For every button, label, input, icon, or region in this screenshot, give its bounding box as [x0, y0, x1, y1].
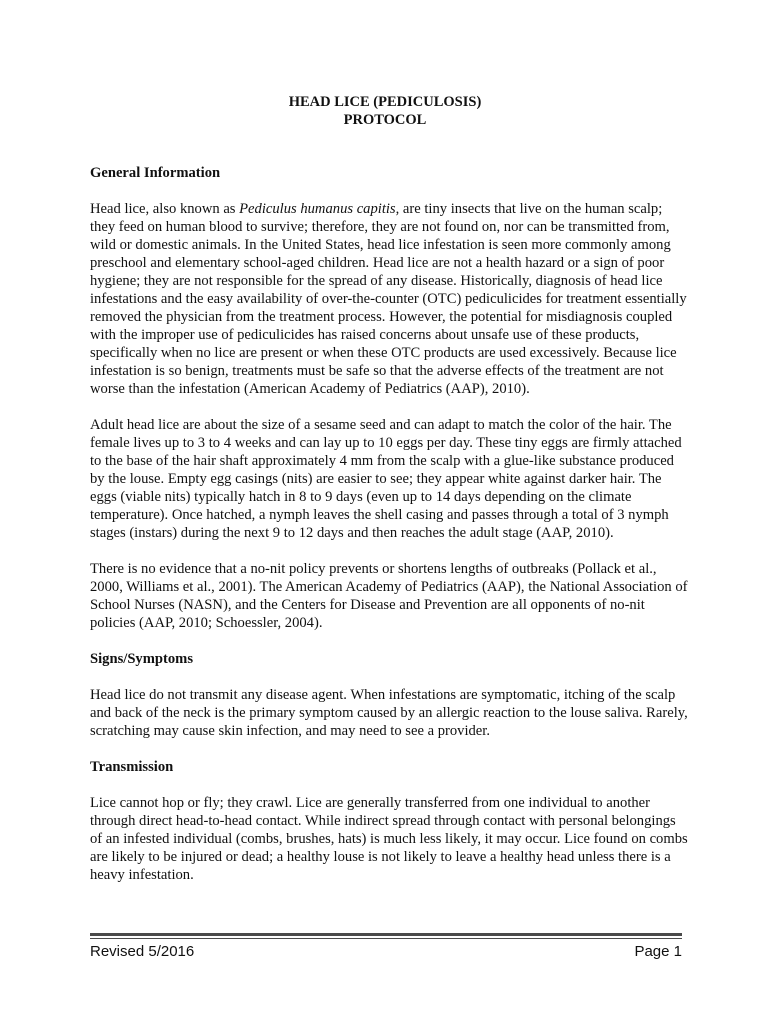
title-line-2: PROTOCOL [343, 112, 427, 128]
title-line-1: HEAD LICE (PEDICULOSIS) [288, 94, 482, 110]
section-heading-signs-symptoms: Signs/Symptoms [90, 651, 193, 667]
section-heading-transmission: Transmission [90, 759, 174, 775]
document-body [90, 164, 690, 884]
paragraph-adult-head-lice: Adult head lice are about the size of a sesame seed and can adapt to match the color of the hair. The female lives up to 3 to 4 weeks and can lay up to 10 eggs per day. These tiny eggs are firmly attached to the base of the hair shaft approximately 4 mm from the scalp with a glue-like substance produced by the louse. Empty egg casings (nits) are easier to see; they appear white against darker hair. The eggs (viable nits) typically hatch in 8 to 9 days (even up to 14 days depending on the climate temperature). Once hatched, a nymph leaves the shell casing and passes through a total of 3 nymph stages (instars) during the next 9 to 12 days and then reaches the adult stage (AAP, 2010). [90, 417, 682, 541]
page-number: Page 1 [634, 943, 682, 960]
paragraph-head-lice-intro [90, 200, 690, 398]
paragraph-text: Head lice, also known as [90, 201, 240, 217]
revision-date: Revised 5/2016 [90, 943, 195, 960]
paragraph-transmission: Lice cannot hop or fly; they crawl. Lice are generally transferred from one individual to another through direct head-to-head contact. While indirect spread through contact with personal belongings of an infested individual (combs, brushes, hats) is much less likely, it may occur. Lice found on combs are likely to be injured or dead; a healthy louse is not likely to leave a healthy head unless there is a heavy infestation. [90, 795, 688, 883]
paragraph-text: , are tiny insects that live on the human scalp; they feed on human blood to survive; therefore, they are not found on, nor can be transmitted from, wild or domestic animals. In the United States, head lice infestation is seen more commonly among preschool and elementary school-aged children. Head lice are not a health hazard or a sign of poor hygiene; they are not responsible for the spread of any disease. Historically, diagnosis of head lice infestations and the easy availability of over-the-counter (OTC) pediculicides for treatment essentially removed the physician from the treatment process. However, the potential for misdiagnosis coupled with the improper use of pediculicides has raised concerns about unsafe use of these products, specifically when no lice are present or when these OTC products are used excessively. Because lice infestation is so benign, treatments must be safe so that the adverse effects of the treatment are not worse than the infestation (American Academy of Pediatrics (AAP), 2010). [90, 201, 687, 397]
page-footer [90, 942, 682, 962]
scientific-name: Pediculus humanus capitis [239, 201, 396, 217]
document-title [0, 93, 770, 129]
footer-divider [90, 933, 682, 939]
section-heading-general-information: General Information [90, 165, 221, 181]
paragraph-no-nit-policy: There is no evidence that a no-nit policy prevents or shortens lengths of outbreaks (Pollack et al., 2000, Williams et al., 2001). The American Academy of Pediatrics (AAP), the National Association of School Nurses (NASN), and the Centers for Disease and Prevention are all opponents of no-nit policies (AAP, 2010; Schoessler, 2004). [90, 561, 688, 631]
paragraph-symptoms: Head lice do not transmit any disease agent. When infestations are symptomatic, itching of the scalp and back of the neck is the primary symptom caused by an allergic reaction to the louse saliva. Rarely, scratching may cause skin infection, and may need to see a provider. [90, 687, 688, 739]
